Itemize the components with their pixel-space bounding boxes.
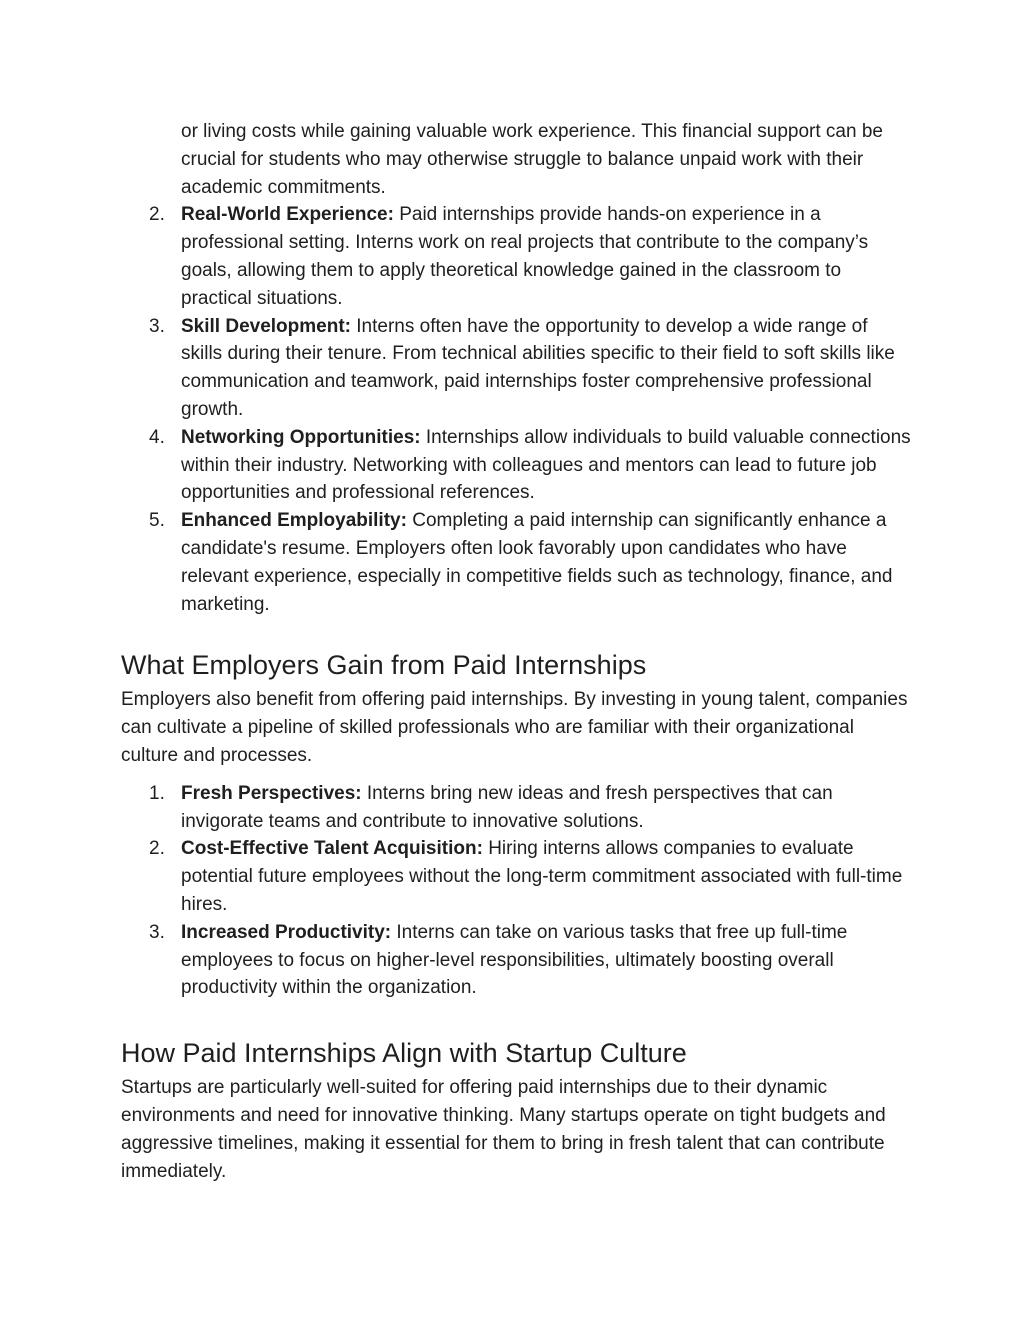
list-item <box>121 835 911 918</box>
list-text: Interns often have the opportunity to develop a wide range of skills during their tenure. From technical abilities specific to their field to soft skills like communication and teamwork, paid internships foster comprehensive professional growth. <box>181 315 895 420</box>
list-term: Real-World Experience: <box>181 204 394 226</box>
list-term: Cost-Effective Talent Acquisition: <box>181 838 483 860</box>
list-text: Interns can take on various tasks that free up full-time employees to focus on higher-level responsibilities, ultimately boosting overall productivity within the organization. <box>181 921 848 999</box>
benefits-list <box>121 201 911 618</box>
list-item <box>121 780 911 836</box>
list-item-continuation: or living costs while gaining valuable work experience. This financial support can be crucial for students who may otherwise struggle to balance unpaid work with their academic commitments. <box>181 121 883 198</box>
list-text: Paid internships provide hands-on experience in a professional setting. Interns work on real projects that contribute to the company’s goals, allowing them to apply theoretical knowledge gained in the classroom to practical situations. <box>181 204 869 309</box>
document-page <box>121 118 911 1185</box>
list-item <box>121 424 911 507</box>
list-text: Completing a paid internship can significantly enhance a candidate's resume. Employers often look favorably upon candidates who have relevant experience, especially in competitive fields such as technology, finance, and marketing. <box>181 510 893 615</box>
list-item <box>121 313 911 424</box>
list-text: Interns bring new ideas and fresh perspectives that can invigorate teams and contribute to innovative solutions. <box>181 782 833 832</box>
employers-list <box>121 780 911 1002</box>
list-term: Fresh Perspectives: <box>181 782 362 804</box>
list-number: 2. <box>149 204 165 226</box>
list-term: Increased Productivity: <box>181 921 392 943</box>
list-number: 1. <box>149 782 165 804</box>
list-item <box>121 507 911 618</box>
section-heading: What Employers Gain from Paid Internships <box>121 650 647 681</box>
section-intro: Startups are particularly well-suited for offering paid internships due to their dynamic environments and need for innovative thinking. Many startups operate on tight budgets and aggressive timelines, making it essential for them to bring in fresh talent that can contribute immediately. <box>121 1077 886 1182</box>
list-term: Skill Development: <box>181 315 351 337</box>
startup-section <box>121 1036 911 1185</box>
list-term: Networking Opportunities: <box>181 426 421 448</box>
list-number: 5. <box>149 510 165 532</box>
section-heading: How Paid Internships Align with Startup Culture <box>121 1038 687 1069</box>
list-text: Internships allow individuals to build valuable connections within their industry. Networking with colleagues and mentors can lead to future job opportunities and professional references. <box>181 426 911 504</box>
section-intro: Employers also benefit from offering paid internships. By investing in young talent, companies can cultivate a pipeline of skilled professionals who are familiar with their organizational culture and processes. <box>121 689 908 766</box>
list-text: Hiring interns allows companies to evaluate potential future employees without the long-term commitment associated with full-time hires. <box>181 838 903 915</box>
list-number: 3. <box>149 921 165 943</box>
employers-section <box>121 648 911 1002</box>
list-number: 2. <box>149 838 165 860</box>
list-number: 3. <box>149 315 165 337</box>
list-number: 4. <box>149 426 165 448</box>
list-term: Enhanced Employability: <box>181 510 407 532</box>
list-item <box>121 201 911 312</box>
list-item <box>121 919 911 1002</box>
